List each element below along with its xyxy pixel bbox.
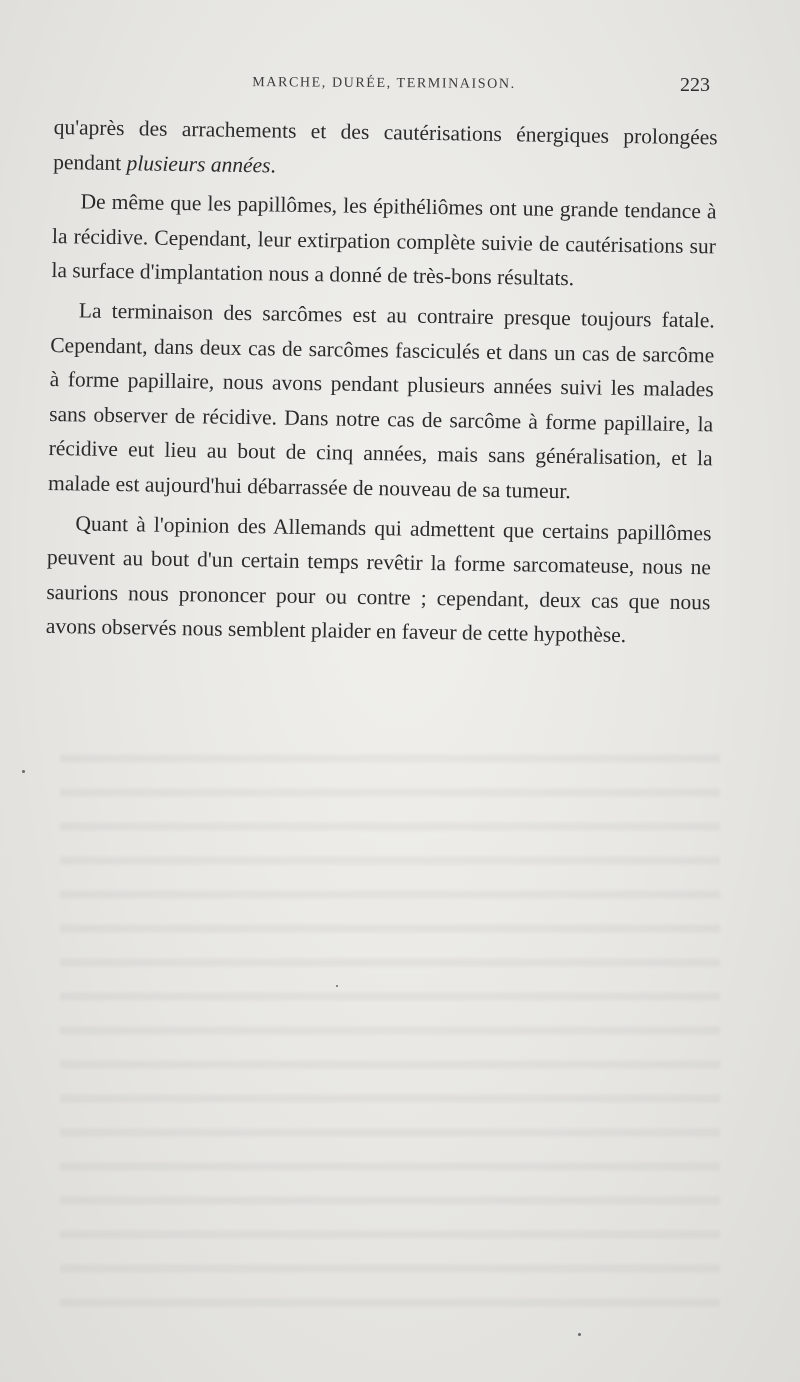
paragraph-allemands: Quant à l'opinion des Allemands qui admettent que certains papillômes peuvent au bout d'un certain temps revêtir la forme sarcomateuse, nous ne saurions nous prononcer pour ou contre ; cependant, deux cas que nous avons observés nous semblent plaider en faveur de cette hypothèse. <box>45 510 712 648</box>
ink-speck <box>336 985 338 987</box>
paragraph-1-end: . <box>270 153 277 178</box>
running-title: MARCHE, DURÉE, TERMINAISON. <box>252 75 516 92</box>
paragraph-1-text: qu'après des arrachements et des cautérisations énergiques prolongées pendant <box>53 114 718 175</box>
page-number: 223 <box>680 74 710 96</box>
body-text <box>46 110 718 659</box>
running-head <box>58 76 710 100</box>
show-through-text <box>60 740 720 1320</box>
italic-phrase: plusieurs années <box>126 150 271 178</box>
paragraph-continuation <box>53 110 718 190</box>
ink-speck <box>22 770 25 773</box>
paragraph-epitheliomes: De même que les papillômes, les épithéliômes ont une grande tendance à la récidive. Cependant, leur extirpation complète suivie de cautérisations sur la surface d'implantation nous a donné de très-bons résultats. <box>51 189 717 291</box>
paragraph-sarcomes: La terminaison des sarcômes est au contraire presque toujours fatale. Cependant, dans deux cas de sarcômes fasciculés et dans un cas de sarcôme à forme papillaire, nous avons pendant plusieurs années suivi les malades sans observer de récidive. Dans notre cas de sarcôme à forme papillaire, la récidive eut lieu au bout de cinq années, mais sans généralisation, et la malade est aujourd'hui débarrassée de nouveau de sa tumeur. <box>47 298 715 504</box>
ink-speck <box>578 1333 581 1336</box>
